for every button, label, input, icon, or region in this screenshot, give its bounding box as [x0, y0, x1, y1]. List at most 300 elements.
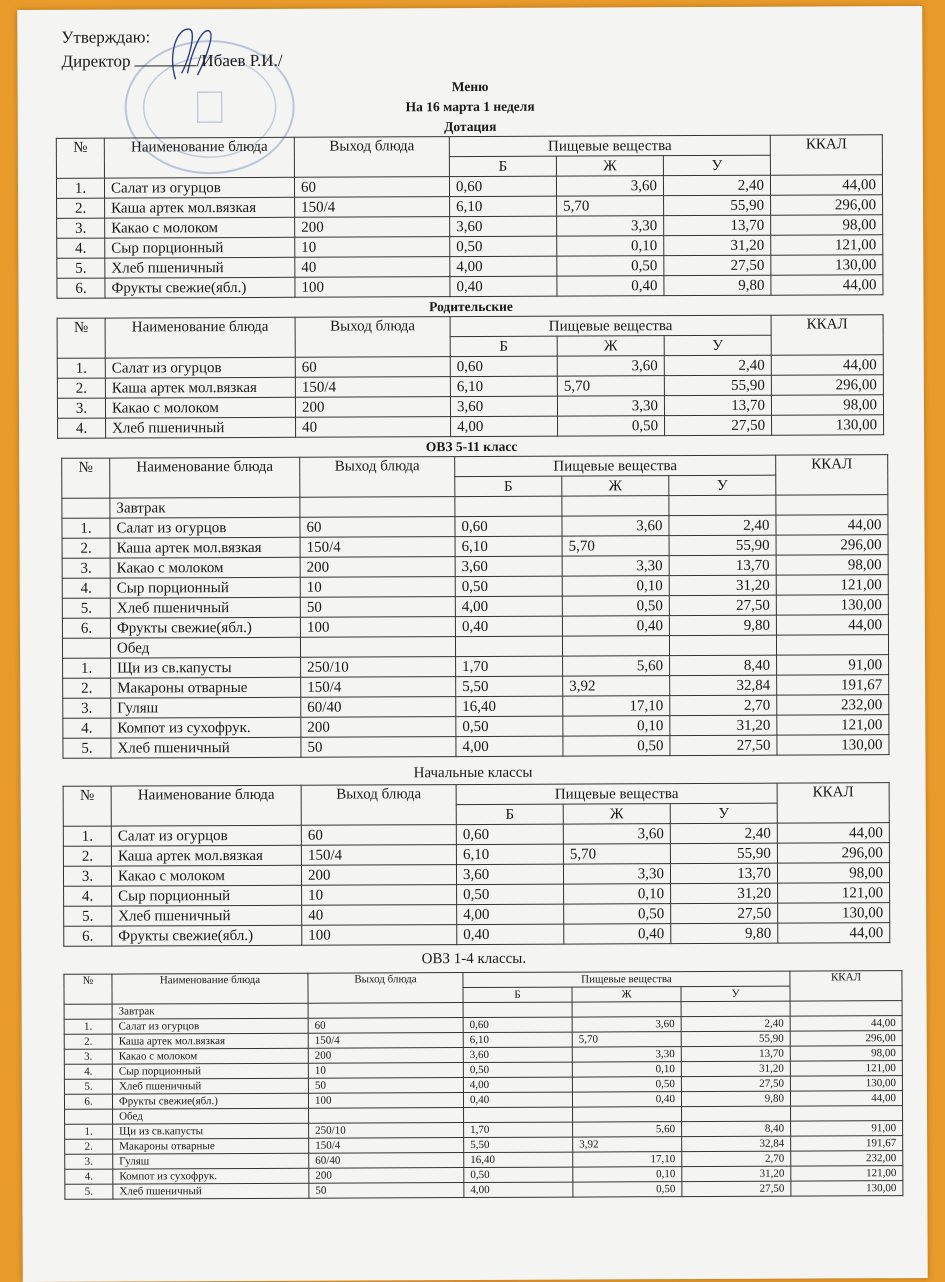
dish-output: 100 [300, 617, 455, 638]
row-number: 4. [58, 418, 106, 438]
empty-cell [573, 1107, 682, 1122]
dish-output: 150/4 [301, 845, 456, 866]
empty-cell [308, 1003, 463, 1019]
header-u: У [669, 475, 776, 495]
menu-table [57, 314, 885, 439]
row-number: 2. [63, 846, 111, 866]
fat: 3,60 [562, 516, 669, 536]
row-number: 2. [57, 198, 105, 218]
carbs: 13,70 [664, 215, 771, 235]
dish-output: 60 [295, 357, 450, 378]
empty-cell [791, 1106, 903, 1121]
fat: 3,60 [572, 1017, 681, 1032]
protein: 6,10 [456, 844, 563, 864]
header-b: Б [456, 804, 563, 824]
dish-output: 150/4 [309, 1138, 464, 1154]
protein: 0,40 [450, 276, 557, 296]
kcal: 296,00 [771, 375, 883, 395]
kcal: 130,00 [790, 1076, 902, 1091]
row-number: 1. [57, 358, 105, 378]
empty-cell [682, 1106, 791, 1121]
dish-name: Фрукты свежие(ябл.) [112, 925, 302, 946]
dish-name: Какао с молоком [105, 217, 295, 238]
row-number: 3. [62, 558, 110, 578]
fat: 0,10 [557, 236, 664, 256]
kcal: 130,00 [777, 735, 889, 755]
carbs: 31,20 [664, 235, 771, 255]
row-number: 5. [62, 598, 110, 618]
dish-name: Щи из св.капусты [111, 657, 301, 678]
fat: 0,50 [558, 416, 665, 436]
section-title: Начальные классы [413, 764, 533, 782]
fat: 3,30 [563, 864, 670, 884]
header-u: У [670, 803, 777, 823]
dish-output: 200 [309, 1168, 464, 1184]
carbs: 27,50 [665, 415, 772, 435]
row-number: 3. [65, 1154, 113, 1169]
dish-name: Сыр порционный [112, 885, 302, 906]
dish-name: Салат из огурцов [105, 357, 295, 378]
dish-output: 60 [300, 517, 455, 538]
empty-cell [62, 638, 110, 658]
meal-label: Обед [113, 1108, 309, 1124]
protein: 4,00 [457, 904, 564, 924]
carbs: 31,20 [670, 715, 777, 735]
row-number: 1. [64, 1019, 112, 1034]
protein: 0,50 [463, 1062, 572, 1077]
row-number: 1. [63, 658, 111, 678]
carbs: 27,50 [671, 903, 778, 923]
table-row [57, 275, 883, 299]
row-number: 1. [62, 518, 110, 538]
fat: 5,70 [557, 376, 664, 396]
empty-cell [669, 495, 776, 515]
carbs: 2,70 [682, 1151, 791, 1166]
dish-output: 60 [294, 177, 449, 198]
header-name: Наименование блюда [110, 457, 300, 498]
protein: 0,50 [464, 1167, 573, 1182]
dish-name: Каша артек мол.вязкая [111, 845, 301, 866]
fat: 0,10 [573, 1167, 682, 1182]
kcal: 98,00 [777, 863, 889, 883]
carbs: 31,20 [681, 1061, 790, 1076]
protein: 4,00 [464, 1182, 573, 1197]
carbs: 13,70 [681, 1046, 790, 1061]
carbs: 55,90 [664, 195, 771, 215]
fat: 5,70 [562, 536, 669, 556]
carbs: 9,80 [681, 1091, 790, 1106]
dish-name: Щи из св.капусты [113, 1123, 309, 1139]
dish-output: 200 [308, 1048, 463, 1064]
dish-output: 150/4 [295, 197, 450, 218]
carbs: 9,80 [669, 615, 776, 635]
protein: 4,00 [455, 596, 562, 616]
dish-output: 40 [296, 417, 451, 438]
row-number: 1. [65, 1124, 113, 1139]
fat: 5,60 [563, 656, 670, 676]
empty-cell [464, 1107, 573, 1122]
header-kcal: ККАЛ [771, 315, 883, 355]
row-number: 5. [64, 1079, 112, 1094]
row-number: 3. [63, 698, 111, 718]
section-title: Родительские [429, 298, 513, 315]
header-nutrients: Пищевые вещества [449, 135, 770, 156]
row-number: 4. [57, 238, 105, 258]
fat: 0,40 [564, 924, 671, 944]
header-b: Б [455, 476, 562, 496]
dish-output: 250/10 [301, 657, 456, 678]
protein: 3,60 [450, 396, 557, 416]
header-name: Наименование блюда [111, 785, 301, 826]
fat: 0,50 [564, 904, 671, 924]
header-kcal: ККАЛ [776, 455, 888, 495]
director-name: /Ибаев Р.И./ [196, 50, 283, 71]
fat: 5,70 [557, 196, 664, 216]
protein: 0,50 [450, 236, 557, 256]
row-number: 4. [64, 886, 112, 906]
kcal: 296,00 [790, 1031, 902, 1046]
dish-output: 50 [301, 737, 456, 758]
kcal: 44,00 [790, 1091, 902, 1106]
approval-block [61, 25, 282, 74]
kcal: 98,00 [776, 555, 888, 575]
header-zh: Ж [556, 156, 663, 176]
dish-name: Хлеб пшеничный [113, 1183, 309, 1199]
fat: 3,92 [563, 676, 670, 696]
dish-output: 40 [302, 905, 457, 926]
menu-sheet [17, 6, 928, 1282]
protein: 1,70 [456, 656, 563, 676]
carbs: 2,40 [664, 355, 771, 375]
header-b: Б [463, 987, 572, 1002]
kcal: 44,00 [777, 823, 889, 843]
dish-output: 200 [295, 397, 450, 418]
protein: 6,10 [450, 376, 557, 396]
row-number: 4. [62, 578, 110, 598]
row-number: 6. [64, 1094, 112, 1109]
carbs: 2,40 [681, 1016, 790, 1031]
row-number: 4. [63, 718, 111, 738]
carbs: 55,90 [669, 535, 776, 555]
row-number: 2. [62, 538, 110, 558]
header-nutrients: Пищевые вещества [463, 971, 790, 987]
header-zh: Ж [557, 336, 664, 356]
fat: 3,92 [573, 1137, 682, 1152]
protein: 6,10 [463, 1032, 572, 1047]
protein: 4,00 [463, 1077, 572, 1092]
signature-line [135, 51, 197, 66]
empty-cell [300, 637, 455, 658]
kcal: 121,00 [771, 235, 883, 255]
director-role: Директор [61, 51, 131, 71]
fat: 0,50 [562, 596, 669, 616]
dish-output: 60/40 [309, 1153, 464, 1169]
empty-cell [776, 635, 888, 655]
fat: 0,50 [572, 1077, 681, 1092]
kcal: 130,00 [778, 903, 890, 923]
row-number: 6. [57, 278, 105, 298]
header-zh: Ж [563, 804, 670, 824]
dish-name: Какао с молоком [112, 1048, 308, 1064]
kcal: 232,00 [777, 695, 889, 715]
dish-name: Сыр порционный [110, 577, 300, 598]
fat: 3,30 [557, 396, 664, 416]
table-row [63, 735, 889, 759]
row-number: 5. [65, 1184, 113, 1199]
kcal: 121,00 [791, 1166, 903, 1181]
carbs: 31,20 [682, 1166, 791, 1181]
dish-output: 150/4 [300, 537, 455, 558]
dish-output: 200 [301, 865, 456, 886]
fat: 0,50 [557, 256, 664, 276]
dish-name: Каша артек мол.вязкая [105, 377, 295, 398]
row-number: 3. [63, 866, 111, 886]
fat: 0,10 [563, 716, 670, 736]
empty-cell [300, 497, 455, 518]
dish-name: Сыр порционный [105, 237, 295, 258]
menu-date: На 16 марта 1 неделя [405, 98, 535, 115]
dish-output: 100 [302, 925, 457, 946]
dish-name: Каша артек мол.вязкая [112, 1033, 308, 1049]
dish-output: 10 [295, 237, 450, 258]
row-number: 1. [63, 826, 111, 846]
header-output: Выход блюда [301, 785, 456, 826]
protein: 4,00 [450, 256, 557, 276]
header-no: № [63, 786, 111, 826]
row-number: 6. [64, 926, 112, 946]
header-no: № [64, 974, 112, 1004]
carbs: 27,50 [682, 1181, 791, 1196]
fat: 0,50 [573, 1182, 682, 1197]
empty-cell [65, 1109, 113, 1124]
kcal: 121,00 [790, 1061, 902, 1076]
dish-output: 200 [300, 557, 455, 578]
kcal: 91,00 [777, 655, 889, 675]
header-name: Наименование блюда [105, 317, 295, 358]
header-nutrients: Пищевые вещества [456, 783, 777, 804]
protein: 0,50 [457, 884, 564, 904]
empty-cell [562, 496, 669, 516]
header-no: № [57, 318, 105, 358]
protein: 0,40 [463, 1092, 572, 1107]
dish-name: Хлеб пшеничный [105, 257, 295, 278]
row-number: 2. [57, 378, 105, 398]
kcal: 44,00 [771, 275, 883, 295]
dish-name: Какао с молоком [110, 557, 300, 578]
row-number: 4. [65, 1169, 113, 1184]
carbs: 32,84 [682, 1136, 791, 1151]
row-number: 2. [64, 1034, 112, 1049]
fat: 0,50 [563, 736, 670, 756]
header-name: Наименование блюда [104, 137, 294, 178]
dish-output: 150/4 [295, 377, 450, 398]
header-nutrients: Пищевые вещества [455, 455, 776, 476]
dish-name: Салат из огурцов [110, 517, 300, 538]
carbs: 13,70 [664, 395, 771, 415]
protein: 3,60 [463, 1047, 572, 1062]
kcal: 98,00 [790, 1046, 902, 1061]
row-number: 5. [64, 906, 112, 926]
dish-output: 60 [301, 825, 456, 846]
protein: 1,70 [464, 1122, 573, 1137]
fat: 0,10 [572, 1062, 681, 1077]
kcal: 121,00 [778, 883, 890, 903]
meal-label: Завтрак [110, 497, 300, 518]
kcal: 296,00 [771, 195, 883, 215]
protein: 4,00 [456, 736, 563, 756]
protein: 0,60 [450, 356, 557, 376]
header-zh: Ж [562, 476, 669, 496]
dish-name: Каша артек мол.вязкая [110, 537, 300, 558]
dish-name: Какао с молоком [105, 397, 295, 418]
table-row [65, 1181, 903, 1200]
protein: 5,50 [456, 676, 563, 696]
section-title: ОВЗ 1-4 классы. [421, 950, 527, 968]
fat: 0,40 [562, 616, 669, 636]
dish-name: Хлеб пшеничный [111, 737, 301, 758]
empty-cell [681, 1001, 790, 1016]
fat: 5,60 [573, 1122, 682, 1137]
kcal: 91,00 [791, 1121, 903, 1136]
protein: 3,60 [456, 864, 563, 884]
protein: 0,40 [455, 616, 562, 636]
carbs: 27,50 [670, 735, 777, 755]
empty-cell [455, 496, 562, 516]
dish-output: 100 [308, 1093, 463, 1109]
protein: 0,60 [449, 176, 556, 196]
row-number: 6. [62, 618, 110, 638]
dish-output: 50 [308, 1078, 463, 1094]
dish-name: Фрукты свежие(ябл.) [110, 617, 300, 638]
kcal: 191,67 [791, 1136, 903, 1151]
protein: 6,10 [450, 196, 557, 216]
dish-name: Салат из огурцов [104, 177, 294, 198]
fat: 17,10 [573, 1152, 682, 1167]
dish-output: 250/10 [309, 1123, 464, 1139]
protein: 16,40 [456, 696, 563, 716]
header-kcal: ККАЛ [790, 971, 902, 1001]
dish-output: 200 [295, 217, 450, 238]
kcal: 44,00 [771, 355, 883, 375]
kcal: 121,00 [776, 575, 888, 595]
row-number: 3. [57, 218, 105, 238]
protein: 4,00 [451, 416, 558, 436]
fat: 0,10 [564, 884, 671, 904]
dish-name: Хлеб пшеничный [112, 1078, 308, 1094]
section-title: ОВЗ 5-11 класс [425, 438, 518, 455]
carbs: 27,50 [669, 595, 776, 615]
dish-name: Компот из сухофрук. [113, 1168, 309, 1184]
row-number: 4. [64, 1064, 112, 1079]
carbs: 55,90 [670, 843, 777, 863]
row-number: 2. [63, 678, 111, 698]
kcal: 44,00 [770, 175, 882, 195]
empty-cell [776, 495, 888, 515]
header-u: У [663, 155, 770, 175]
dish-output: 10 [308, 1063, 463, 1079]
carbs: 27,50 [681, 1076, 790, 1091]
carbs: 8,40 [682, 1121, 791, 1136]
dish-output: 60 [308, 1018, 463, 1034]
fat: 3,60 [556, 176, 663, 196]
dish-name: Макароны отварные [111, 677, 301, 698]
kcal: 130,00 [772, 415, 884, 435]
empty-cell [309, 1108, 464, 1124]
menu-title: Меню [451, 78, 489, 95]
dish-output: 150/4 [308, 1033, 463, 1049]
kcal: 98,00 [771, 215, 883, 235]
dish-output: 50 [300, 597, 455, 618]
protein: 3,60 [450, 216, 557, 236]
fat: 5,70 [563, 844, 670, 864]
carbs: 31,20 [669, 575, 776, 595]
carbs: 9,80 [671, 923, 778, 943]
header-no: № [56, 138, 104, 178]
row-number: 5. [57, 258, 105, 278]
dish-output: 60/40 [301, 697, 456, 718]
fat: 5,70 [572, 1032, 681, 1047]
header-kcal: ККАЛ [777, 783, 889, 823]
protein: 0,50 [456, 716, 563, 736]
carbs: 13,70 [670, 863, 777, 883]
header-output: Выход блюда [294, 137, 449, 178]
kcal: 296,00 [777, 843, 889, 863]
dish-name: Гуляш [111, 697, 301, 718]
kcal: 44,00 [776, 515, 888, 535]
menu-table [61, 454, 889, 759]
row-number: 1. [56, 178, 104, 198]
protein: 16,40 [464, 1152, 573, 1167]
dish-output: 10 [302, 885, 457, 906]
header-u: У [681, 986, 790, 1001]
fat: 0,10 [562, 576, 669, 596]
carbs: 2,40 [669, 515, 776, 535]
fat: 17,10 [563, 696, 670, 716]
carbs: 27,50 [664, 255, 771, 275]
empty-cell [562, 636, 669, 656]
header-no: № [62, 458, 110, 498]
carbs: 2,40 [663, 175, 770, 195]
header-output: Выход блюда [308, 973, 463, 1004]
kcal: 98,00 [771, 395, 883, 415]
row-number: 2. [65, 1139, 113, 1154]
carbs: 55,90 [681, 1031, 790, 1046]
fat: 0,40 [557, 276, 664, 296]
protein: 6,10 [455, 536, 562, 556]
protein: 0,60 [455, 516, 562, 536]
kcal: 130,00 [771, 255, 883, 275]
menu-table [63, 782, 891, 947]
carbs: 55,90 [664, 375, 771, 395]
kcal: 130,00 [776, 595, 888, 615]
table-row [58, 415, 884, 439]
carbs: 2,40 [670, 823, 777, 843]
protein: 0,60 [456, 824, 563, 844]
fat: 3,60 [563, 824, 670, 844]
header-b: Б [449, 156, 556, 176]
kcal: 44,00 [790, 1016, 902, 1031]
dish-name: Гуляш [113, 1153, 309, 1169]
kcal: 44,00 [776, 615, 888, 635]
dish-output: 200 [301, 717, 456, 738]
header-u: У [664, 335, 771, 355]
menu-table [63, 970, 903, 1200]
dish-name: Хлеб пшеничный [110, 597, 300, 618]
fat: 3,30 [572, 1047, 681, 1062]
table-row [64, 923, 890, 947]
empty-cell [669, 635, 776, 655]
header-output: Выход блюда [300, 457, 455, 498]
